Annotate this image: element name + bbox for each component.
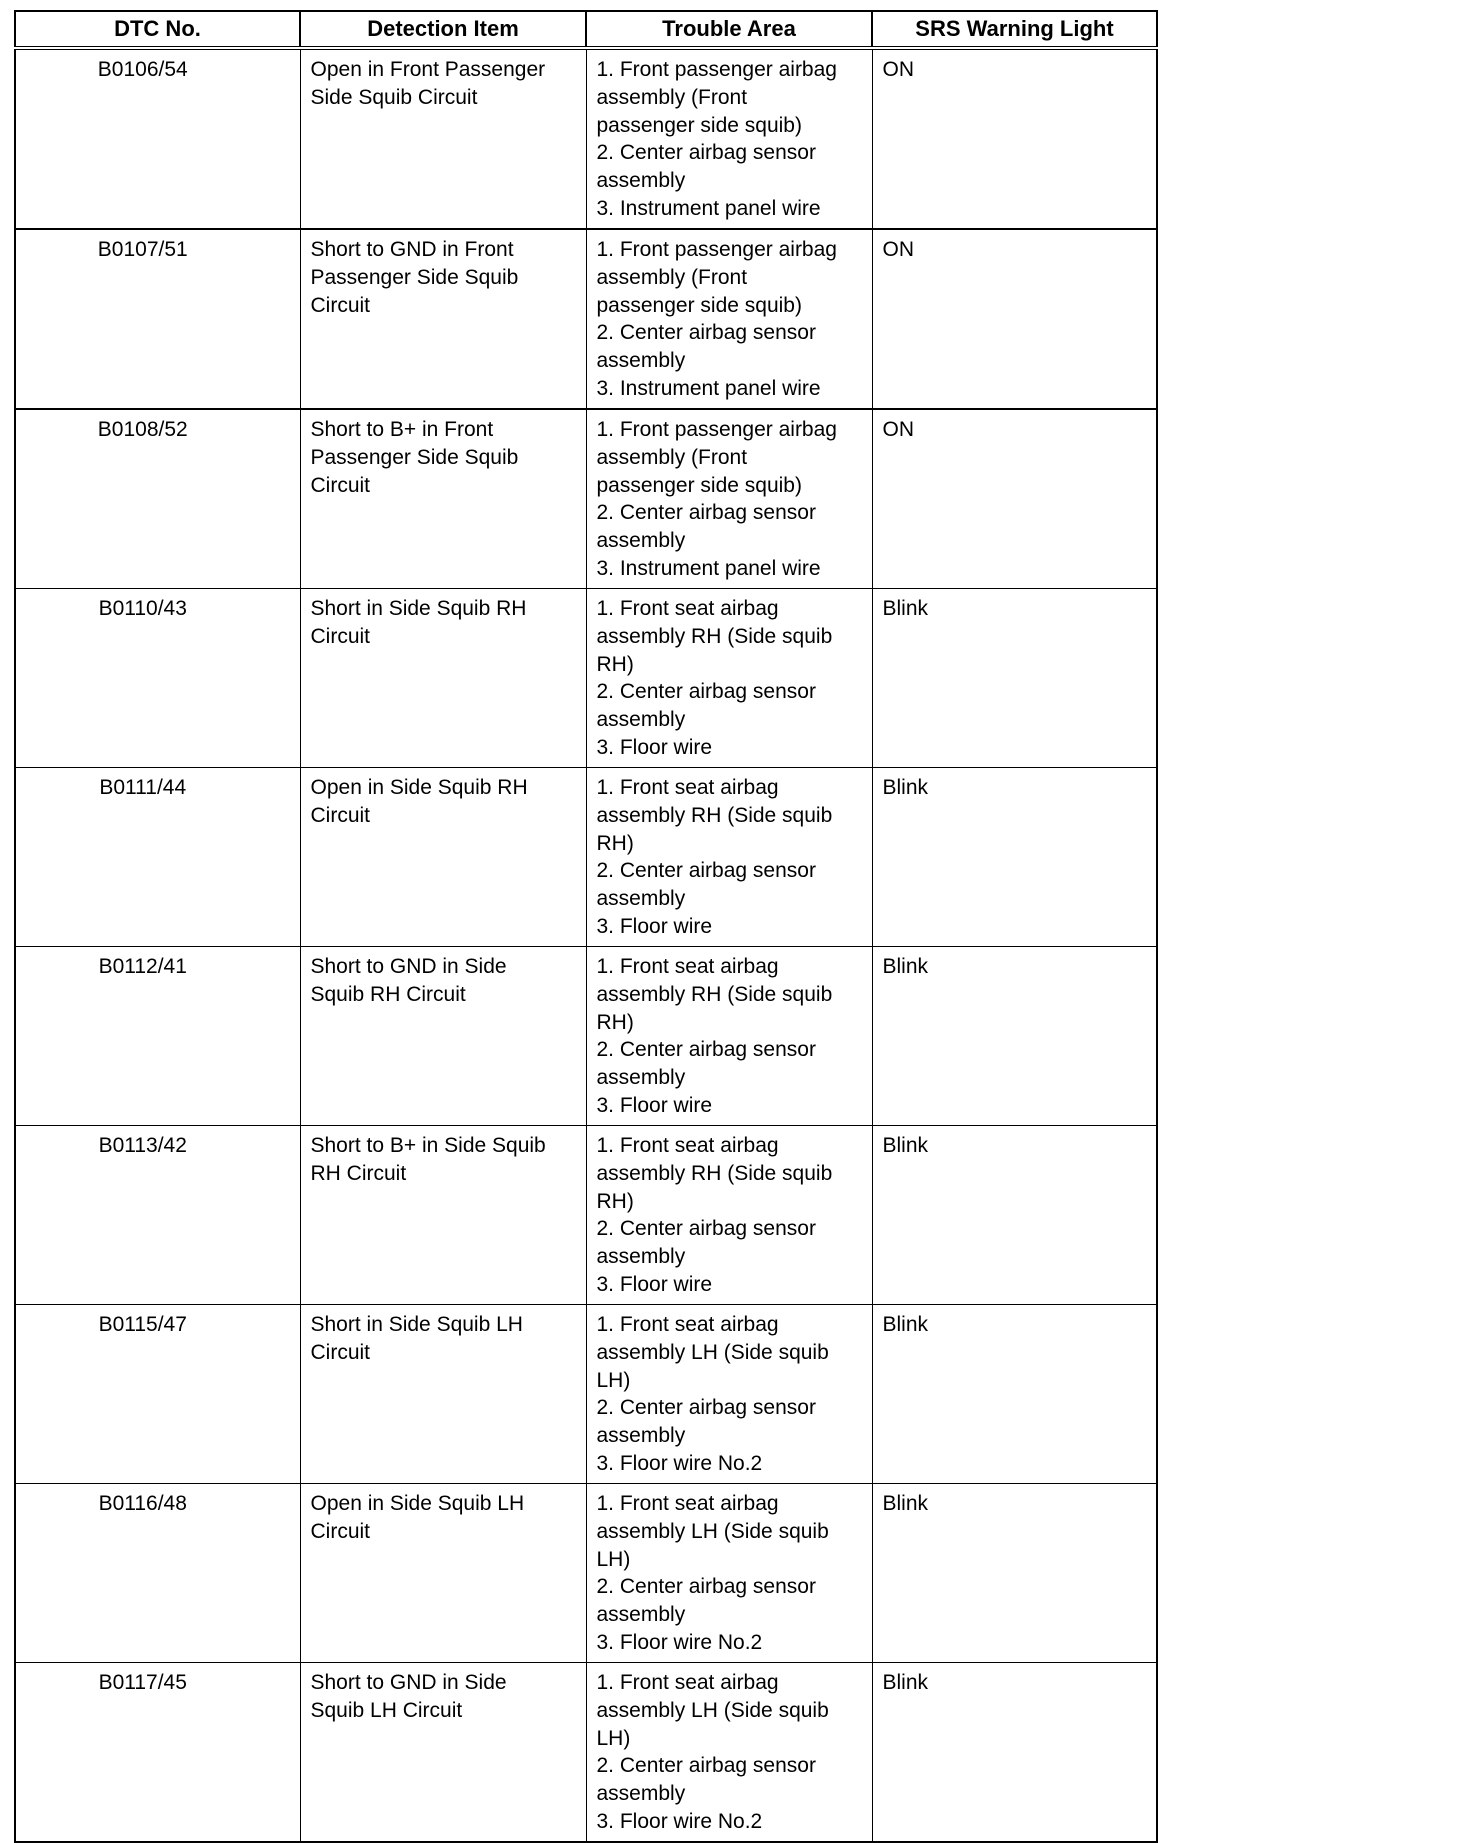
table-header bbox=[15, 11, 1157, 48]
trouble-area-line: RH) bbox=[596, 831, 634, 855]
trouble-area-line: 3. Instrument panel wire bbox=[596, 376, 821, 400]
trouble-area-line: 3. Floor wire bbox=[596, 1093, 713, 1117]
table-row bbox=[15, 1305, 1157, 1484]
table-row bbox=[15, 1663, 1157, 1843]
table-row bbox=[15, 1484, 1157, 1663]
detection-item-line: Circuit bbox=[310, 293, 371, 317]
detection-item-cell bbox=[300, 589, 586, 768]
srs-warning-light-cell: Blink bbox=[872, 1663, 1157, 1843]
trouble-area-cell bbox=[586, 947, 872, 1126]
trouble-area-cell bbox=[586, 589, 872, 768]
trouble-area-line: 1. Front passenger airbag bbox=[596, 418, 837, 441]
trouble-area-line: assembly bbox=[596, 887, 686, 911]
detection-item-cell bbox=[300, 1484, 586, 1663]
trouble-area-line: 1. Front seat airbag bbox=[596, 1313, 779, 1336]
detection-item-cell bbox=[300, 1126, 586, 1305]
trouble-area-line: 3. Floor wire No.2 bbox=[596, 1630, 763, 1654]
srs-warning-light-cell: Blink bbox=[872, 1305, 1157, 1484]
trouble-area-line: assembly RH (Side squib bbox=[596, 982, 833, 1006]
trouble-area-line: 1. Front seat airbag bbox=[596, 1134, 779, 1157]
trouble-area-line: assembly (Front bbox=[596, 445, 748, 469]
trouble-area-line: 3. Floor wire No.2 bbox=[596, 1809, 763, 1833]
trouble-area-line: RH) bbox=[596, 1189, 634, 1213]
trouble-area-line: 3. Floor wire bbox=[596, 1272, 713, 1296]
detection-item-line: Short to B+ in Front bbox=[310, 418, 494, 441]
srs-warning-light-cell: Blink bbox=[872, 768, 1157, 947]
trouble-area-line: 1. Front passenger airbag bbox=[596, 238, 837, 261]
trouble-area-line: 2. Center airbag sensor bbox=[596, 501, 816, 525]
detection-item-line: Short to GND in Side bbox=[310, 955, 507, 978]
dtc-number-cell: B0113/42 bbox=[15, 1126, 300, 1305]
trouble-area-cell bbox=[586, 1663, 872, 1843]
detection-item-line: Short to GND in Front bbox=[310, 238, 514, 261]
trouble-area-line: 1. Front seat airbag bbox=[596, 955, 779, 978]
trouble-area-line: 1. Front seat airbag bbox=[596, 1492, 779, 1515]
detection-item-cell bbox=[300, 409, 586, 589]
trouble-area-line: 3. Instrument panel wire bbox=[596, 556, 821, 580]
trouble-area-line: assembly bbox=[596, 1782, 686, 1806]
detection-item-line: Circuit bbox=[310, 1340, 371, 1364]
trouble-area-line: 2. Center airbag sensor bbox=[596, 680, 816, 704]
trouble-area-cell bbox=[586, 409, 872, 589]
trouble-area-line: RH) bbox=[596, 1010, 634, 1034]
trouble-area-cell bbox=[586, 1126, 872, 1305]
trouble-area-line: assembly bbox=[596, 1603, 686, 1627]
dtc-number-cell: B0115/47 bbox=[15, 1305, 300, 1484]
trouble-area-line: 1. Front seat airbag bbox=[596, 597, 779, 620]
trouble-area-line: 2. Center airbag sensor bbox=[596, 1575, 816, 1599]
trouble-area-line: 3. Floor wire bbox=[596, 914, 713, 938]
dtc-number-cell: B0108/52 bbox=[15, 409, 300, 589]
trouble-area-line: assembly RH (Side squib bbox=[596, 1161, 833, 1185]
table-body bbox=[15, 48, 1157, 1842]
trouble-area-line: assembly LH (Side squib bbox=[596, 1340, 829, 1364]
trouble-area-line: assembly (Front bbox=[596, 85, 748, 109]
detection-item-line: Short to B+ in Side Squib bbox=[310, 1134, 546, 1157]
trouble-area-line: LH) bbox=[596, 1726, 631, 1750]
trouble-area-line: assembly (Front bbox=[596, 265, 748, 289]
detection-item-line: Passenger Side Squib bbox=[310, 445, 519, 469]
dtc-number-cell: B0111/44 bbox=[15, 768, 300, 947]
trouble-area-line: 3. Floor wire No.2 bbox=[596, 1451, 763, 1475]
trouble-area-line: passenger side squib) bbox=[596, 473, 802, 497]
trouble-area-line: LH) bbox=[596, 1547, 631, 1571]
dtc-number-cell: B0106/54 bbox=[15, 48, 300, 229]
detection-item-line: RH Circuit bbox=[310, 1161, 407, 1185]
detection-item-line: Short in Side Squib LH bbox=[310, 1313, 523, 1336]
trouble-area-line: 2. Center airbag sensor bbox=[596, 1038, 816, 1062]
dtc-number-cell: B0112/41 bbox=[15, 947, 300, 1126]
detection-item-cell bbox=[300, 768, 586, 947]
header-srs-warning-light: SRS Warning Light bbox=[872, 11, 1157, 48]
trouble-area-line: assembly bbox=[596, 708, 686, 732]
dtc-number-cell: B0110/43 bbox=[15, 589, 300, 768]
trouble-area-line: 3. Instrument panel wire bbox=[596, 196, 821, 220]
header-row bbox=[15, 11, 1157, 48]
detection-item-cell bbox=[300, 48, 586, 229]
detection-item-line: Circuit bbox=[310, 1519, 371, 1543]
trouble-area-line: passenger side squib) bbox=[596, 293, 802, 317]
trouble-area-line: assembly bbox=[596, 1245, 686, 1269]
trouble-area-cell bbox=[586, 229, 872, 409]
detection-item-cell bbox=[300, 1305, 586, 1484]
detection-item-line: Open in Side Squib LH bbox=[310, 1492, 525, 1515]
trouble-area-line: 1. Front passenger airbag bbox=[596, 58, 837, 81]
trouble-area-line: 1. Front seat airbag bbox=[596, 776, 779, 799]
trouble-area-cell bbox=[586, 768, 872, 947]
detection-item-line: Squib LH Circuit bbox=[310, 1698, 463, 1722]
trouble-area-line: 2. Center airbag sensor bbox=[596, 1396, 816, 1420]
srs-warning-light-cell: Blink bbox=[872, 1126, 1157, 1305]
trouble-area-cell bbox=[586, 1484, 872, 1663]
trouble-area-line: assembly bbox=[596, 1424, 686, 1448]
trouble-area-line: 1. Front seat airbag bbox=[596, 1671, 779, 1694]
trouble-area-line: assembly bbox=[596, 529, 686, 553]
dtc-number-cell: B0107/51 bbox=[15, 229, 300, 409]
detection-item-cell bbox=[300, 229, 586, 409]
trouble-area-line: assembly LH (Side squib bbox=[596, 1698, 829, 1722]
trouble-area-line: RH) bbox=[596, 652, 634, 676]
detection-item-line: Open in Front Passenger bbox=[310, 58, 546, 81]
dtc-number-cell: B0116/48 bbox=[15, 1484, 300, 1663]
srs-warning-light-cell: Blink bbox=[872, 589, 1157, 768]
table-row bbox=[15, 229, 1157, 409]
trouble-area-line: assembly bbox=[596, 169, 686, 193]
detection-item-line: Short in Side Squib RH bbox=[310, 597, 527, 620]
detection-item-line: Circuit bbox=[310, 473, 371, 497]
detection-item-line: Short to GND in Side bbox=[310, 1671, 507, 1694]
trouble-area-line: 3. Floor wire bbox=[596, 735, 713, 759]
trouble-area-cell bbox=[586, 1305, 872, 1484]
detection-item-line: Open in Side Squib RH bbox=[310, 776, 528, 799]
table-row bbox=[15, 947, 1157, 1126]
trouble-area-line: assembly bbox=[596, 1066, 686, 1090]
detection-item-line: Circuit bbox=[310, 803, 371, 827]
dtc-table bbox=[14, 10, 1158, 1843]
table-row bbox=[15, 1126, 1157, 1305]
header-trouble-area: Trouble Area bbox=[586, 11, 872, 48]
srs-warning-light-cell: ON bbox=[872, 409, 1157, 589]
trouble-area-line: LH) bbox=[596, 1368, 631, 1392]
table-row bbox=[15, 768, 1157, 947]
trouble-area-line: assembly bbox=[596, 349, 686, 373]
table-row bbox=[15, 409, 1157, 589]
detection-item-cell bbox=[300, 947, 586, 1126]
srs-warning-light-cell: ON bbox=[872, 48, 1157, 229]
trouble-area-line: assembly LH (Side squib bbox=[596, 1519, 829, 1543]
trouble-area-line: passenger side squib) bbox=[596, 113, 802, 137]
detection-item-cell bbox=[300, 1663, 586, 1843]
detection-item-line: Passenger Side Squib bbox=[310, 265, 519, 289]
srs-warning-light-cell: ON bbox=[872, 229, 1157, 409]
srs-warning-light-cell: Blink bbox=[872, 1484, 1157, 1663]
trouble-area-line: assembly RH (Side squib bbox=[596, 624, 833, 648]
trouble-area-line: 2. Center airbag sensor bbox=[596, 321, 816, 345]
trouble-area-line: 2. Center airbag sensor bbox=[596, 1217, 816, 1241]
trouble-area-line: 2. Center airbag sensor bbox=[596, 141, 816, 165]
trouble-area-line: 2. Center airbag sensor bbox=[596, 1754, 816, 1778]
trouble-area-line: 2. Center airbag sensor bbox=[596, 859, 816, 883]
dtc-number-cell: B0117/45 bbox=[15, 1663, 300, 1843]
header-dtc-no: DTC No. bbox=[15, 11, 300, 48]
detection-item-line: Circuit bbox=[310, 624, 371, 648]
detection-item-line: Squib RH Circuit bbox=[310, 982, 466, 1006]
trouble-area-line: assembly RH (Side squib bbox=[596, 803, 833, 827]
header-detection-item: Detection Item bbox=[300, 11, 586, 48]
srs-warning-light-cell: Blink bbox=[872, 947, 1157, 1126]
table-row bbox=[15, 589, 1157, 768]
trouble-area-cell bbox=[586, 48, 872, 229]
detection-item-line: Side Squib Circuit bbox=[310, 85, 478, 109]
table-row bbox=[15, 48, 1157, 229]
